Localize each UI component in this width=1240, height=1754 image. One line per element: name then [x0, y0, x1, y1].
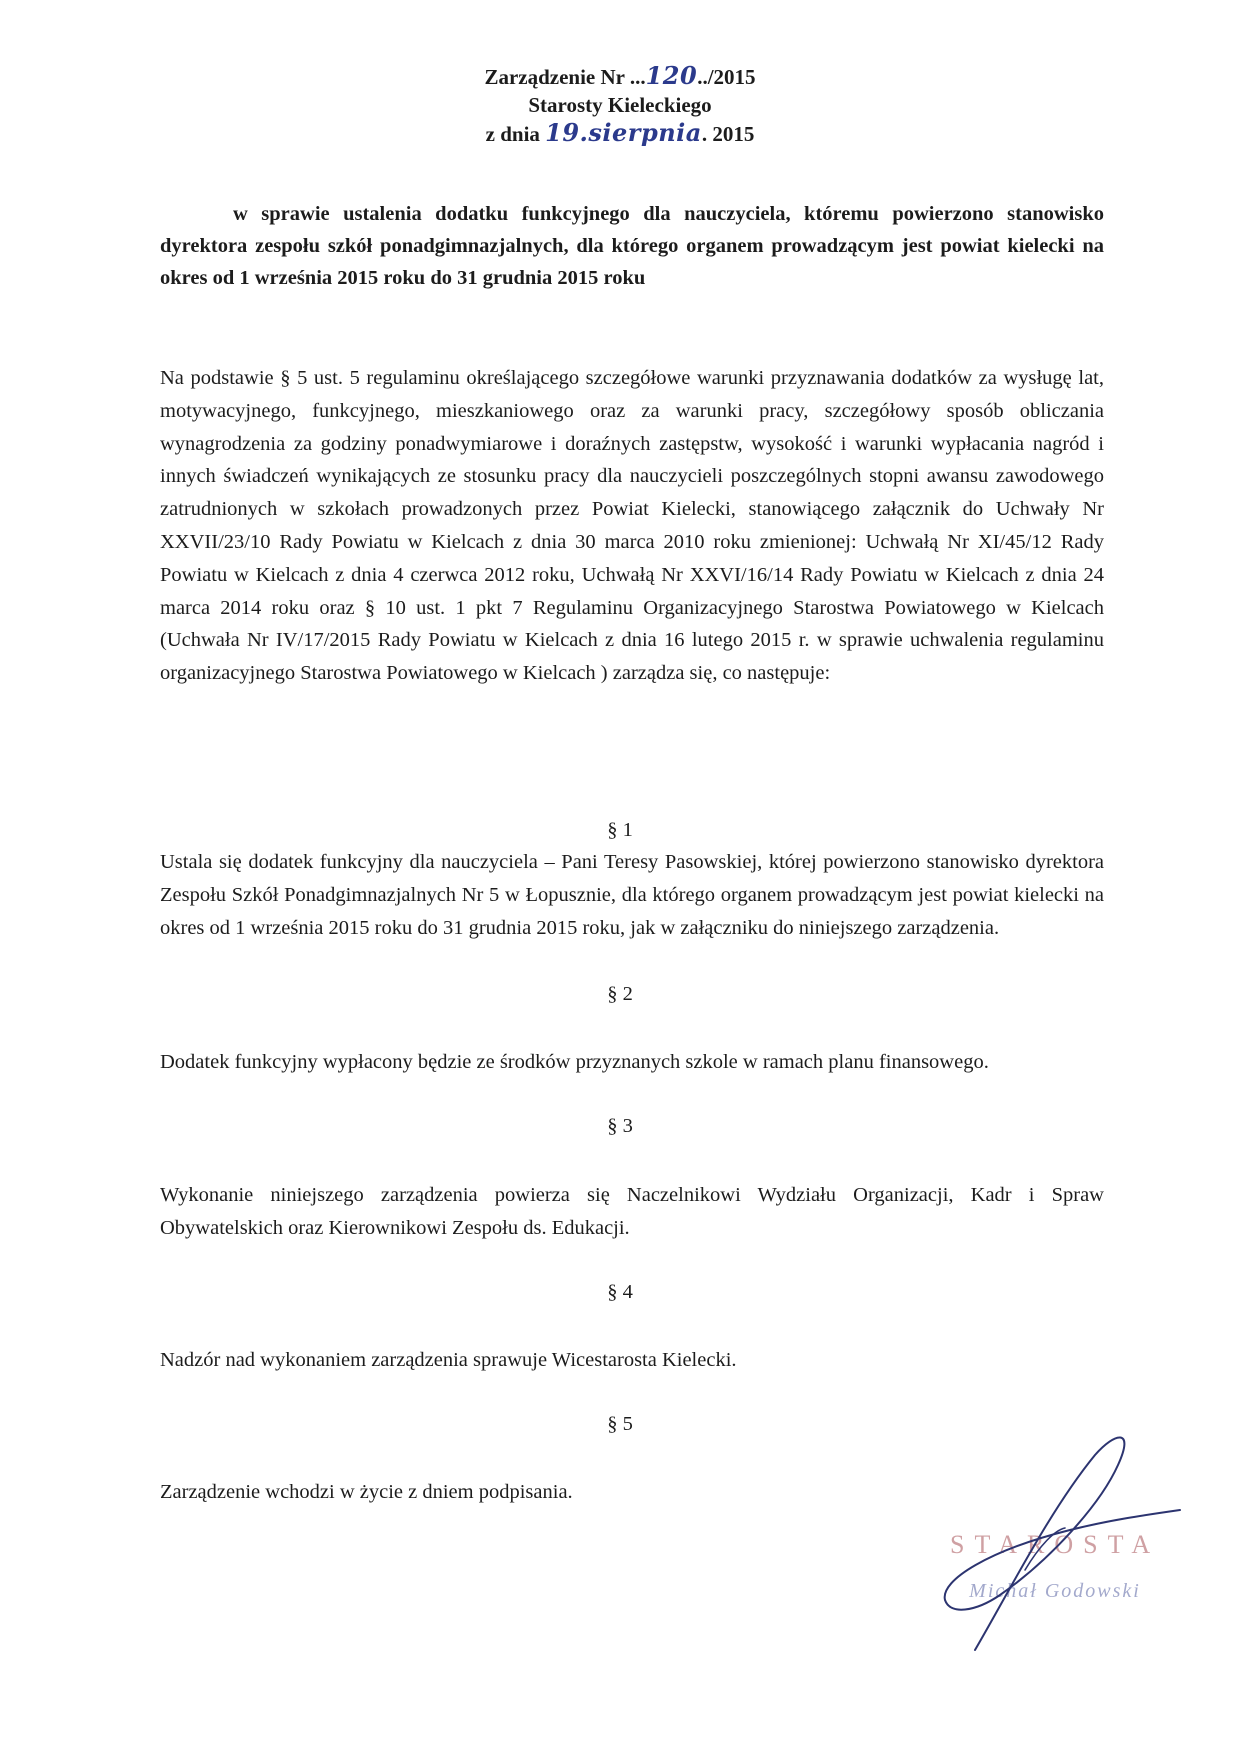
section-5-text: Zarządzenie wchodzi w życie z dniem podpisania.	[160, 1481, 573, 1503]
section-2-text: Dodatek funkcyjny wypłacony będzie ze środków przyznanych szkole w ramach planu finansowego.	[160, 1051, 989, 1073]
document-header	[0, 62, 1240, 148]
section-3-heading: § 3	[607, 1115, 633, 1137]
decree-date-handwritten: 19.sierpnia	[545, 118, 702, 147]
handwritten-signature	[930, 1420, 1190, 1660]
section-3-text: Wykonanie niniejszego zarządzenia powierza się Naczelnikowi Wydziału Organizacji, Kadr i Spraw Obywatelskich oraz Kierownikowi Zespołu ds. Edukacji.	[160, 1184, 1104, 1239]
decree-subject: w sprawie ustalenia dodatku funkcyjnego dla nauczyciela, któremu powierzono stanowisko dyrektora zespołu szkół ponadgimnazjalnych, dla którego organem prowadzącym jest powiat kielecki na okres od 1 września 2015 roku do 31 grudnia 2015 roku	[160, 203, 1104, 289]
decree-date	[0, 119, 1240, 148]
decree-title-suffix: ../2015	[697, 65, 756, 89]
section-4-heading: § 4	[607, 1281, 633, 1303]
official-stamp	[930, 1420, 1190, 1660]
legal-basis: Na podstawie § 5 ust. 5 regulaminu określającego szczegółowe warunki przyznawania dodatków za wysługę lat, motywacyjnego, funkcyjnego, mieszkaniowego oraz za warunki pracy, szczegółowy sposób obliczania wynagrodzenia za godziny ponadwymiarowe i doraźnych zastępstw, wysokość i warunki wypłacania nagród i innych świadczeń wynikających ze stosunku pracy dla nauczycieli poszczególnych stopni awansu zawodowego zatrudnionych w szkołach prowadzonych przez Powiat Kielecki, stanowiącego załącznik do Uchwały Nr XXVII/23/10 Rady Powiatu w Kielcach z dnia 30 marca 2010 roku zmienionej: Uchwałą Nr XI/45/12 Rady Powiatu w Kielcach z dnia 4 czerwca 2012 roku, Uchwałą Nr XXVI/16/14 Rady Powiatu w Kielcach z dnia 24 marca 2014 roku oraz § 10 ust. 1 pkt 7 Regulaminu Organizacyjnego Starostwa Powiatowego w Kielcach (Uchwała Nr IV/17/2015 Rady Powiatu w Kielcach z dnia 16 lutego 2015 r. w sprawie uchwalenia regulaminu organizacyjnego Starostwa Powiatowego w Kielcach ) zarządza się, co następuje:	[160, 367, 1104, 685]
section-2-heading: § 2	[607, 983, 633, 1005]
decree-date-prefix: z dnia	[485, 122, 546, 146]
section-1-text: Ustala się dodatek funkcyjny dla nauczyciela – Pani Teresy Pasowskiej, której powierzono stanowisko dyrektora Zespołu Szkół Ponadgimnazjalnych Nr 5 w Łopusznie, dla którego organem prowadzącym jest powiat kielecki na okres od 1 września 2015 roku do 31 grudnia 2015 roku, jak w załączniku do niniejszego zarządzenia.	[160, 851, 1104, 939]
decree-issuer: Starosty Kieleckiego	[528, 93, 712, 117]
stamp-name: Michał Godowski	[969, 1580, 1141, 1602]
stamp-title: STAROSTA	[950, 1530, 1161, 1559]
decree-title-prefix: Zarządzenie Nr ...	[484, 65, 646, 89]
section-5-heading: § 5	[607, 1413, 633, 1435]
section-1-heading: § 1	[607, 819, 633, 841]
decree-number-handwritten: 120	[645, 61, 698, 90]
section-4-text: Nadzór nad wykonaniem zarządzenia sprawuje Wicestarosta Kielecki.	[160, 1349, 737, 1371]
decree-date-suffix: . 2015	[701, 122, 755, 146]
decree-title	[0, 62, 1240, 91]
